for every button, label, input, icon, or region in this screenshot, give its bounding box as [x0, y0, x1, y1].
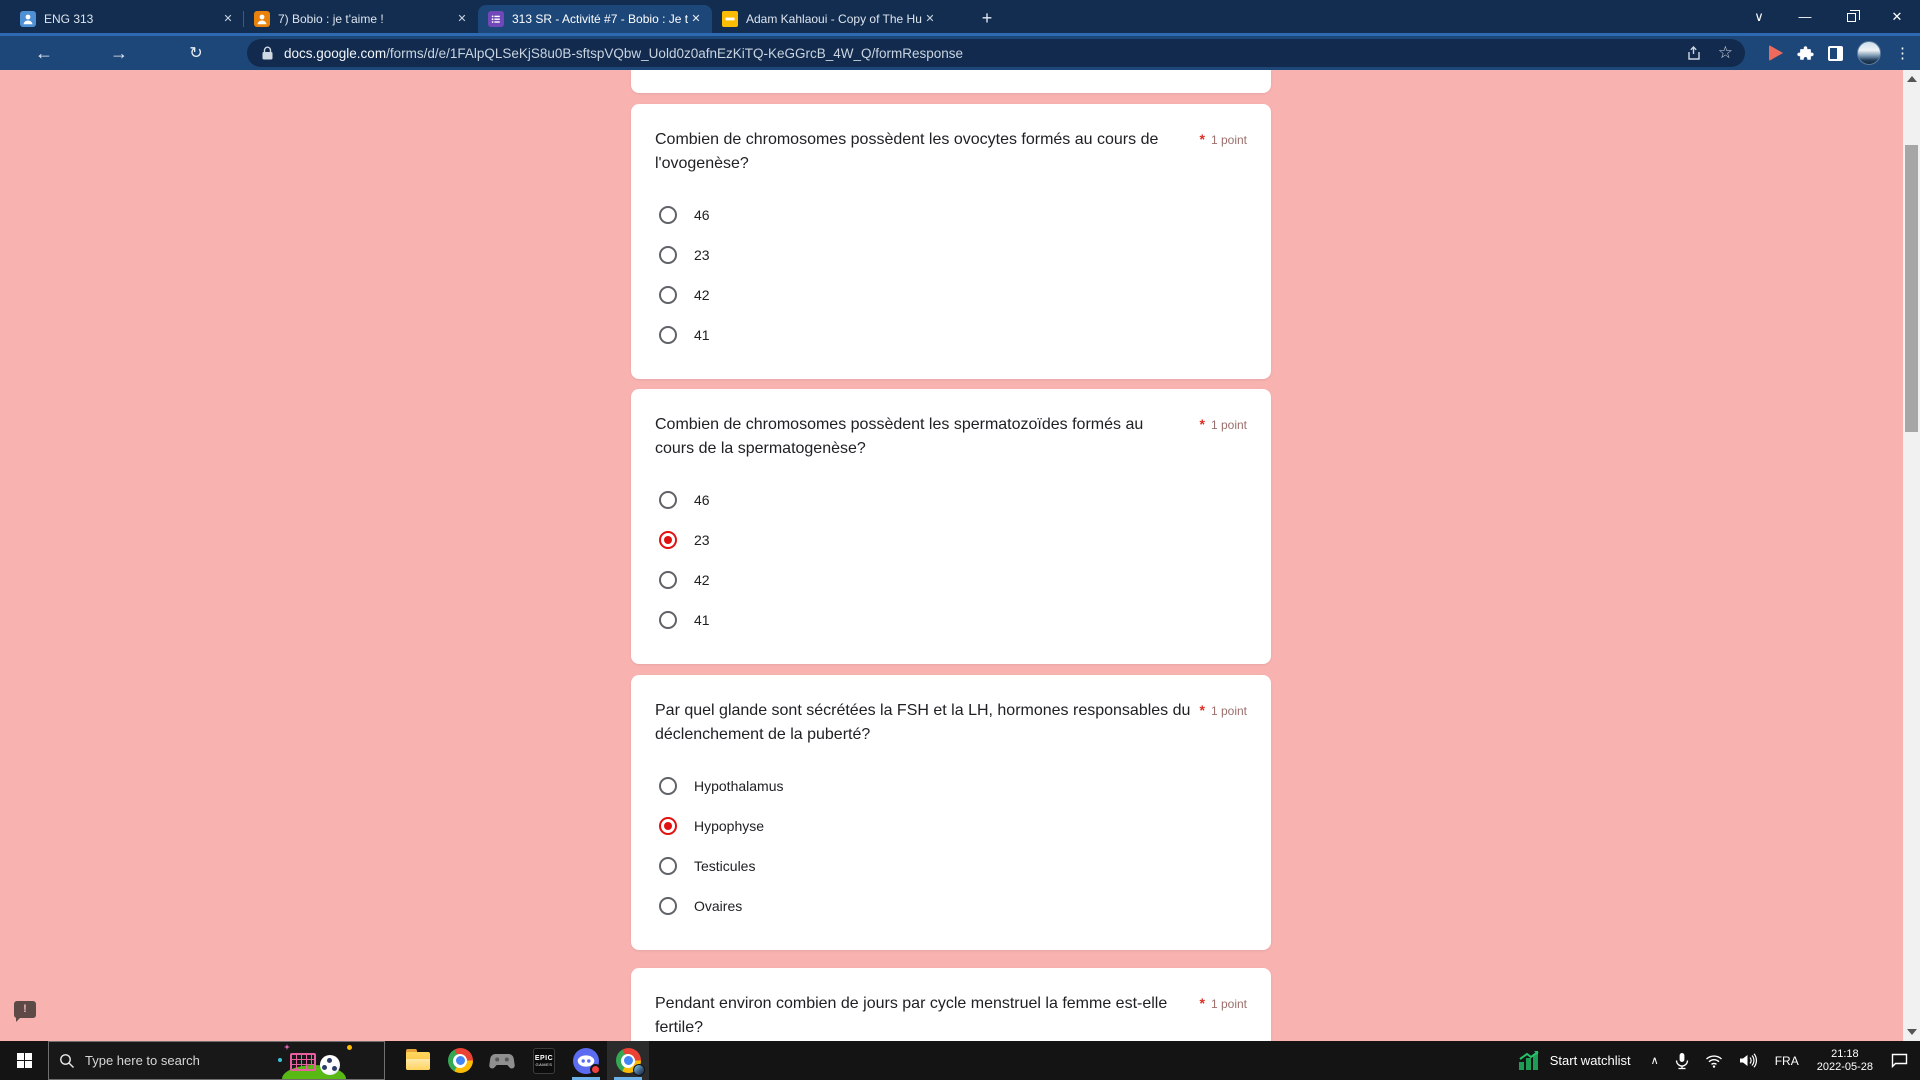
- option-row[interactable]: [655, 520, 1247, 560]
- report-feedback-icon[interactable]: !: [14, 1001, 36, 1018]
- microphone-icon[interactable]: [1667, 1041, 1697, 1080]
- question-header: [655, 992, 1247, 1040]
- restore-glyph: [1847, 13, 1856, 22]
- option-label: Ovaires: [694, 898, 743, 914]
- option-row[interactable]: [655, 766, 1247, 806]
- option-row[interactable]: [655, 315, 1247, 355]
- profile-avatar[interactable]: [1857, 41, 1881, 65]
- forward-icon[interactable]: →: [110, 42, 128, 63]
- radio-unselected[interactable]: [659, 611, 677, 629]
- chrome-icon[interactable]: [439, 1041, 481, 1080]
- tab-close-icon[interactable]: ✕: [457, 13, 467, 25]
- window-controls: [1736, 0, 1920, 33]
- required-asterisk: *: [1199, 702, 1205, 718]
- doodle-soccer-goal: [290, 1053, 316, 1071]
- windows-taskbar: [0, 1041, 1920, 1080]
- share-icon[interactable]: [1685, 45, 1702, 61]
- discord-icon[interactable]: [565, 1041, 607, 1080]
- red-extension-icon[interactable]: [1769, 45, 1783, 61]
- question-card-2: [631, 389, 1271, 664]
- question-card-1: [631, 104, 1271, 379]
- required-asterisk: *: [1199, 995, 1205, 1011]
- radio-unselected[interactable]: [659, 777, 677, 795]
- start-watchlist-widget[interactable]: [1505, 1041, 1643, 1080]
- tab-title: ENG 313: [44, 12, 94, 26]
- question-header: [655, 699, 1247, 747]
- options-list: [655, 195, 1247, 355]
- radio-unselected[interactable]: [659, 897, 677, 915]
- radio-unselected[interactable]: [659, 571, 677, 589]
- clock-time: 21:18: [1831, 1047, 1859, 1060]
- clock-date: 2022-05-28: [1816, 1060, 1873, 1073]
- question-text: Par quel glande sont sécrétées la FSH et la LH, hormones responsables du déclenchement de la puberté?: [655, 702, 1191, 743]
- radio-unselected[interactable]: [659, 206, 677, 224]
- options-list: [655, 480, 1247, 640]
- close-icon[interactable]: ✕: [1891, 8, 1903, 24]
- points-label: 1 point: [1210, 997, 1247, 1011]
- question-points: [1200, 131, 1247, 147]
- restore-icon[interactable]: [1828, 0, 1874, 33]
- refresh-icon[interactable]: ↻: [189, 45, 203, 62]
- scroll-up-arrow-icon[interactable]: [1907, 76, 1917, 82]
- option-row[interactable]: [655, 846, 1247, 886]
- option-row[interactable]: [655, 886, 1247, 926]
- person-blue-favicon: [20, 11, 36, 27]
- docs-yellow-favicon: [722, 11, 738, 27]
- speaker-icon[interactable]: [1731, 1041, 1765, 1080]
- option-label: 41: [694, 327, 710, 343]
- discord-notification-badge: [590, 1064, 601, 1075]
- taskbar-clock[interactable]: [1809, 1041, 1881, 1080]
- chrome-profile-badge: [633, 1064, 645, 1076]
- radio-selected[interactable]: [659, 531, 677, 549]
- bookmark-star-icon[interactable]: ☆: [1717, 43, 1733, 62]
- xbox-controller-icon[interactable]: [481, 1041, 523, 1080]
- points-label: 1 point: [1210, 133, 1247, 147]
- stocks-chart-icon: [1517, 1050, 1541, 1072]
- search-doodle: [276, 1042, 356, 1079]
- options-list: [655, 766, 1247, 926]
- scroll-down-arrow-icon[interactable]: [1907, 1029, 1917, 1035]
- question-points: [1200, 995, 1247, 1011]
- option-row[interactable]: [655, 600, 1247, 640]
- form-page: [0, 70, 1920, 1041]
- option-label: 23: [694, 247, 710, 263]
- option-label: 42: [694, 287, 710, 303]
- start-button[interactable]: [0, 1041, 48, 1080]
- doodle-sparkle: [284, 1044, 290, 1050]
- epic-games-icon[interactable]: EPIC GAMES: [523, 1041, 565, 1080]
- back-icon[interactable]: ←: [35, 42, 53, 63]
- tab-forms-active[interactable]: [478, 5, 712, 33]
- question-card-4: [631, 968, 1271, 1041]
- action-center-icon[interactable]: [1881, 1041, 1920, 1080]
- question-text: Pendant environ combien de jours par cycle menstruel la femme est-elle fertile?: [655, 995, 1168, 1036]
- search-placeholder: Type here to search: [85, 1053, 200, 1068]
- radio-selected[interactable]: [659, 817, 677, 835]
- lock-icon: [261, 46, 274, 61]
- tab-close-icon[interactable]: ✕: [691, 13, 701, 25]
- address-bar-actions: [1685, 43, 1733, 63]
- question-header: [655, 128, 1247, 176]
- extensions-puzzle-icon[interactable]: [1797, 45, 1814, 62]
- page-scrollbar[interactable]: [1903, 70, 1920, 1041]
- url-path: /forms/d/e/1FAlpQLSeKjS8u0B-sftspVQbw_Uold0z0afnEzKiTQ-KeGGrcB_4W_Q/formResponse: [386, 45, 964, 61]
- option-row[interactable]: [655, 480, 1247, 520]
- option-row[interactable]: [655, 806, 1247, 846]
- option-label: 42: [694, 572, 710, 588]
- option-row[interactable]: [655, 275, 1247, 315]
- question-header: [655, 413, 1247, 461]
- option-label: Hypophyse: [694, 818, 765, 834]
- option-row[interactable]: [655, 560, 1247, 600]
- file-explorer-icon[interactable]: [397, 1041, 439, 1080]
- option-label: 23: [694, 532, 710, 548]
- url-domain: docs.google.com: [284, 45, 387, 61]
- question-points: [1200, 416, 1247, 432]
- option-label: Testicules: [694, 858, 756, 874]
- question-text: Combien de chromosomes possèdent les spermatozoïdes formés au cours de la spermatogenèse?: [655, 416, 1144, 457]
- tab-close-icon[interactable]: ✕: [223, 13, 233, 25]
- radio-unselected[interactable]: [659, 857, 677, 875]
- tab-title: 313 SR - Activité #7 - Bobio : Je t: [512, 12, 688, 26]
- scrollbar-thumb[interactable]: [1905, 145, 1918, 432]
- extensions-area: [1769, 39, 1910, 67]
- doodle-dot-yellow: [347, 1045, 352, 1050]
- radio-unselected[interactable]: [659, 246, 677, 264]
- tab-docs[interactable]: [712, 5, 946, 33]
- card-partial-top: [631, 70, 1271, 93]
- chrome-active-icon[interactable]: [607, 1041, 649, 1080]
- points-label: 1 point: [1210, 704, 1247, 718]
- option-label: 41: [694, 612, 710, 628]
- doodle-soccer-ball: [320, 1055, 340, 1075]
- option-label: 46: [694, 207, 710, 223]
- system-tray: [1505, 1041, 1920, 1080]
- radio-unselected[interactable]: [659, 286, 677, 304]
- question-text: Combien de chromosomes possèdent les ovocytes formés au cours de l'ovogenèse?: [655, 131, 1159, 172]
- window-menu-icon[interactable]: ∨: [1754, 8, 1764, 24]
- browser-menu-icon[interactable]: ⋮: [1895, 45, 1910, 62]
- side-panel-icon[interactable]: [1828, 46, 1843, 61]
- radio-unselected[interactable]: [659, 326, 677, 344]
- question-points: [1200, 702, 1247, 718]
- address-bar[interactable]: [247, 39, 1745, 67]
- person-orange-favicon: [254, 11, 270, 27]
- hidden-icons-chevron[interactable]: ∧: [1650, 1055, 1659, 1067]
- tab-title: Adam Kahlaoui - Copy of The Hu: [746, 12, 922, 26]
- tab-strip: [10, 5, 946, 33]
- browser-tabbar: [0, 0, 1920, 33]
- taskbar-search-input[interactable]: [48, 1041, 385, 1080]
- question-card-3: [631, 675, 1271, 950]
- wifi-icon[interactable]: [1697, 1041, 1731, 1080]
- tab-eng-313[interactable]: [10, 5, 244, 33]
- minimize-icon[interactable]: —: [1798, 9, 1812, 24]
- radio-unselected[interactable]: [659, 491, 677, 509]
- google-forms-favicon: [488, 11, 504, 27]
- url-text: [284, 46, 1675, 61]
- option-label: 46: [694, 492, 710, 508]
- option-row[interactable]: [655, 195, 1247, 235]
- required-asterisk: *: [1199, 416, 1205, 432]
- doodle-dot-cyan: [278, 1058, 282, 1062]
- watchlist-label: Start watchlist: [1549, 1053, 1631, 1068]
- tab-close-icon[interactable]: ✕: [925, 13, 935, 25]
- points-label: 1 point: [1210, 418, 1247, 432]
- required-asterisk: *: [1199, 131, 1205, 147]
- option-row[interactable]: [655, 235, 1247, 275]
- new-tab-button[interactable]: +: [981, 8, 993, 28]
- language-indicator[interactable]: FRA: [1774, 1053, 1799, 1068]
- search-icon: [59, 1053, 75, 1069]
- option-label: Hypothalamus: [694, 778, 784, 794]
- browser-toolbar: [0, 36, 1920, 70]
- windows-logo-icon: [17, 1053, 32, 1068]
- tab-title: 7) Bobio : je t'aime !: [278, 12, 384, 26]
- tab-bobio[interactable]: [244, 5, 478, 33]
- taskbar-app-icons: [397, 1041, 649, 1080]
